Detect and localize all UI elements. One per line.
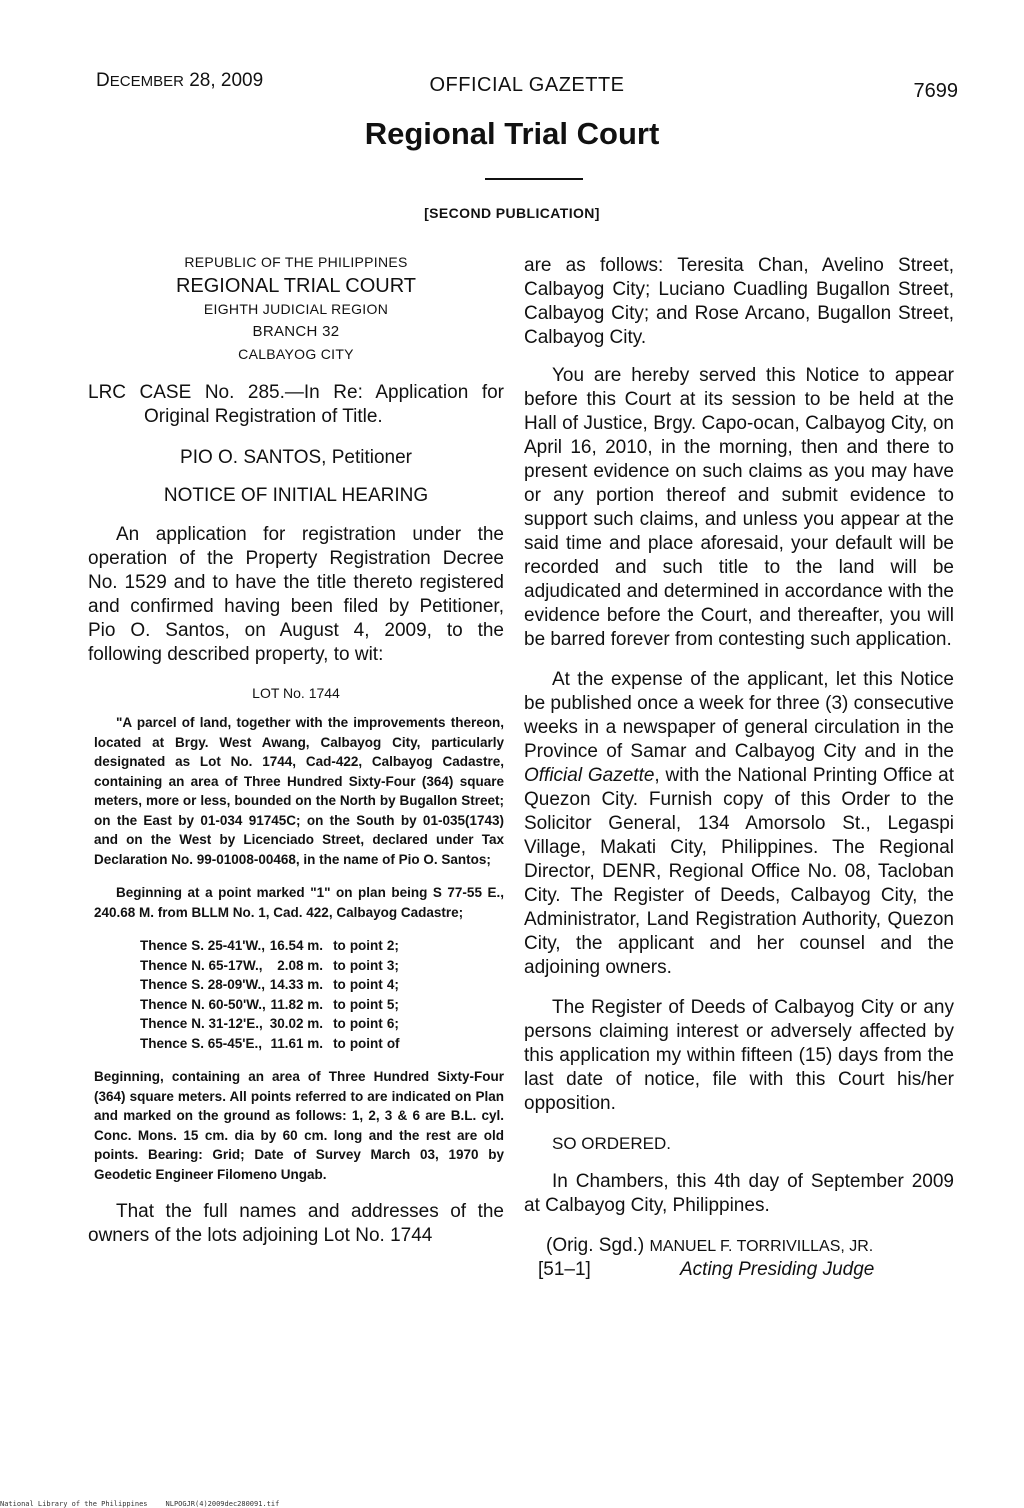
point-word: point [349, 1035, 383, 1051]
thence-row [140, 956, 404, 976]
judge-name: MANUEL F. TORRIVILLAS, JR. [649, 1238, 874, 1255]
description-area: Beginning, containing an area of Three Hundred Sixty-Four (364) square meters. All points referred to are indicated on Plan and marked on the ground as follows: 1, 2, 3 & 6 are B.L. cyl. Conc. Mons. 15 cm. dia by 60 cm. long and the rest are old points. Bearing: Grid; Date of Survey March 03, 1970 by Geodetic Engineer Filomeno Ungab. [94, 1069, 504, 1182]
opposition-paragraph: The Register of Deeds of Calbayog City or any persons claiming interest or adversely affected by this application my within fifteen (15) days from the last date of notice, file with this Court his/her opposition. [524, 997, 954, 1114]
lot-heading: LOT No. 1744 [252, 685, 340, 701]
point-word: point [349, 977, 383, 992]
thence-word: Thence [140, 1035, 188, 1051]
thence-word: Thence [140, 977, 188, 992]
adjoining-owners-list: are as follows: Teresita Chan, Avelino Street, Calbayog City; Luciano Cuadling Bugallon Street, Calbayog City; and Rose Arcano, Bugallon Street, Calbayog City. [524, 255, 954, 348]
title-rule [485, 178, 583, 180]
thence-row [140, 1034, 404, 1054]
notice-paragraph: You are hereby served this Notice to appear before this Court at its session to be held at the Hall of Justice, Brgy. Capo-ocan, Calbayog City, on April 16, 2010, in the morning, then and there to present evidence on such claims as you may have or any portion thereof and submit evidence to support such claims, and unless you appear at the said time and place aforesaid, your default will be recorded and such title to the land will be adjudicated and determined in accordance with the evidence before the Court, and thereafter, you will be barred forever from contesting such application. [524, 365, 954, 650]
court-name: REGIONAL TRIAL COURT [175, 275, 417, 297]
distance: 11.61 m. [270, 1035, 324, 1051]
court-region: EIGHTH JUDICIAL REGION [203, 301, 389, 317]
to-word: to [333, 1035, 346, 1051]
date-month-rest: ECEMBER [109, 73, 184, 90]
publication-label: [SECOND PUBLICATION] [424, 205, 600, 221]
point-word: point [349, 996, 383, 1012]
court-city: CALBAYOG CITY [238, 346, 354, 362]
bearing: S. 25-41'W., [191, 938, 266, 953]
page-number: 7699 [913, 80, 958, 102]
publication-reference: [51–1] [538, 1259, 591, 1280]
left-column [88, 252, 504, 1248]
description-parcel: "A parcel of land, together with the improvements thereon, located at Brgy. West Awang, Calbayog City, particularly designated as Lot No. 1744, Cad-422, Calbayog Cadastre, containing an area of Three Hundred Sixty-Four (364) square meters, more or less, bounded on the North by Bugallon Street; on the East by 01-034 91745C; on the South by 01-035(1743) and on the West by Licenciado Street, declared under Tax Declaration No. 99-01008-00468, in the name of Pio O. Santos; [94, 715, 504, 867]
distance: 16.54 m. [269, 938, 324, 953]
gazette-name: OFFICIAL GAZETTE [429, 74, 625, 96]
bearing: S. 65-45'E., [191, 1035, 263, 1051]
to-word: to [333, 996, 346, 1012]
point-word: point [349, 957, 383, 973]
thence-word: Thence [140, 938, 188, 953]
point-number: 4; [386, 977, 399, 992]
footer-library: National Library of the Philippines [0, 1500, 148, 1508]
date-initial: D [96, 70, 110, 91]
distance: 11.82 m. [270, 996, 324, 1012]
publication-order-text-b: , with the National Printing Office at Quezon City. Furnish copy of this Order to the Solicitor General, 134 Amorsolo St., Legaspi Village, Makati City, Philippines. The Regional Director, DENR, Regional Office No. 08, Tacloban City. The Register of Deeds, Calbayog City, the Administrator, Land Registration Authority, Quezon City, the applicant and her counsel and the adjoining owners. [524, 765, 954, 978]
right-column [524, 254, 954, 1282]
thence-row [140, 975, 404, 995]
bearing: S. 28-09'W., [191, 977, 266, 992]
bearing: N. 60-50'W., [191, 996, 266, 1012]
point-word: point [349, 938, 383, 953]
distance: 2.08 m. [277, 957, 324, 973]
point-number: 3; [386, 957, 399, 973]
application-paragraph: An application for registration under the operation of the Property Registration Decree No. 1529 and to have the title thereto registered and confirmed having been filed by Petitioner, Pio O. Santos, on August 4, 2009, to the following described property, to wit: [88, 524, 504, 665]
thence-table [140, 936, 404, 1053]
case-label: LRC CASE No. 285. [88, 382, 285, 403]
bearing: N. 31-12'E., [191, 1016, 263, 1031]
point-number: 5; [386, 996, 399, 1012]
thence-row [140, 995, 404, 1015]
court-branch: BRANCH 32 [252, 323, 340, 340]
thence-word: Thence [140, 1016, 188, 1031]
footer-file: NLPOGJR(4)2009dec280091.tif [165, 1500, 280, 1508]
publication-order-text-a: At the expense of the applicant, let this Notice be published once a week for three (3) consecutive weeks in a newspaper of general circulation in the Province of Samar and Calbayog City and in the [524, 669, 954, 762]
thence-word: Thence [140, 996, 188, 1012]
point-number: 6; [386, 1016, 399, 1031]
point-number: of [386, 1035, 400, 1051]
date-day-year: 28, 2009 [189, 70, 264, 91]
chambers-paragraph: In Chambers, this 4th day of September 2009 at Calbayog City, Philippines. [524, 1171, 954, 1216]
thence-row [140, 1014, 404, 1034]
property-description [88, 713, 504, 1184]
court-republic: REPUBLIC OF THE PHILIPPINES [184, 254, 408, 270]
thence-word: Thence [140, 957, 188, 973]
signature-line [524, 1234, 954, 1258]
signature-title-line [524, 1258, 954, 1282]
bearing: N. 65-17W., [191, 957, 263, 973]
petitioner: PIO O. SANTOS, Petitioner [180, 447, 412, 468]
description-beginning: Beginning at a point marked "1" on plan being S 77-55 E., 240.68 M. from BLLM No. 1, Cad. 422, Calbayog Cadastre; [94, 885, 504, 920]
so-ordered: SO ORDERED. [552, 1134, 672, 1153]
to-word: to [333, 1016, 346, 1031]
official-gazette-italic: Official Gazette [524, 765, 655, 786]
point-number: 2; [386, 938, 399, 953]
distance: 14.33 m. [269, 977, 324, 992]
thence-row [140, 936, 404, 956]
page-title: Regional Trial Court [364, 116, 660, 151]
publication-order-paragraph [524, 668, 954, 980]
signature-prefix: (Orig. Sgd.) [546, 1235, 645, 1256]
to-word: to [333, 977, 346, 992]
notice-title: NOTICE OF INITIAL HEARING [163, 485, 429, 506]
to-word: to [333, 938, 346, 953]
page-header [96, 70, 958, 106]
case-caption [88, 381, 504, 429]
point-word: point [349, 1016, 383, 1031]
adjoining-owners-intro: That the full names and addresses of the owners of the lots adjoining Lot No. 1744 [88, 1201, 504, 1246]
signature-block [524, 1234, 954, 1282]
judge-title: Acting Presiding Judge [680, 1259, 875, 1280]
scan-footer [0, 1500, 297, 1508]
case-text: —In Re: Application for Original Registration of Title. [144, 382, 504, 427]
to-word: to [333, 957, 346, 973]
distance: 30.02 m. [269, 1016, 324, 1031]
